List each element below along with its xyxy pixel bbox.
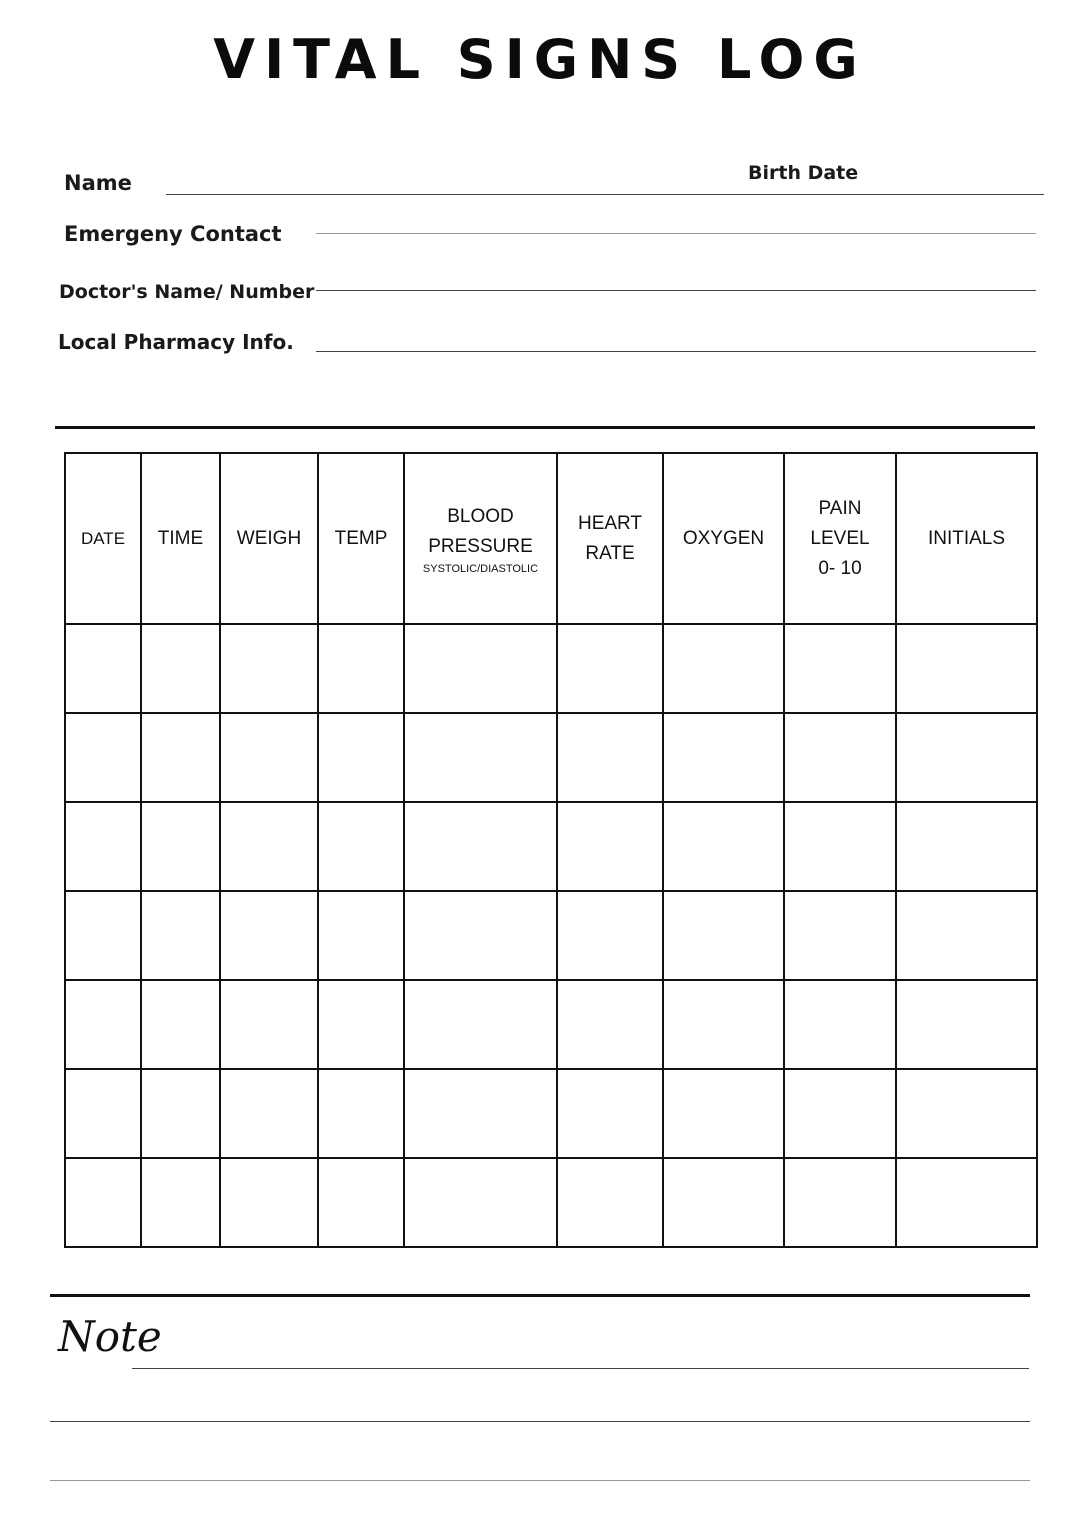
table-cell[interactable] — [557, 891, 663, 980]
pharmacy-label: Local Pharmacy Info. — [58, 330, 294, 354]
table-cell[interactable] — [896, 713, 1037, 802]
column-header-time — [141, 453, 220, 624]
table-cell[interactable] — [896, 624, 1037, 713]
table-cell[interactable] — [141, 1158, 220, 1247]
table-row — [65, 802, 1037, 891]
header-line: 0- 10 — [818, 557, 862, 579]
table-cell[interactable] — [65, 802, 141, 891]
table-cell[interactable] — [896, 891, 1037, 980]
vital-signs-table — [64, 452, 1038, 1248]
table-cell[interactable] — [318, 713, 404, 802]
table-cell[interactable] — [557, 1158, 663, 1247]
header-line: TIME — [157, 527, 204, 549]
header-line: LEVEL — [810, 527, 870, 549]
table-cell[interactable] — [896, 980, 1037, 1069]
table-cell[interactable] — [220, 802, 318, 891]
header-subtitle: SYSTOLIC/DIASTOLIC — [422, 562, 539, 575]
column-header-heart-rate — [557, 453, 663, 624]
table-cell[interactable] — [663, 624, 784, 713]
section-divider-bottom — [50, 1294, 1030, 1297]
table-cell[interactable] — [557, 713, 663, 802]
table-cell[interactable] — [663, 802, 784, 891]
name-field[interactable] — [166, 194, 1044, 195]
table-cell[interactable] — [141, 713, 220, 802]
table-cell[interactable] — [663, 891, 784, 980]
table-cell[interactable] — [663, 1069, 784, 1158]
table-header-row — [65, 453, 1037, 624]
table-cell[interactable] — [220, 713, 318, 802]
table-cell[interactable] — [404, 624, 557, 713]
table-cell[interactable] — [663, 1158, 784, 1247]
header-line: PAIN — [818, 497, 862, 519]
table-cell[interactable] — [318, 624, 404, 713]
table-cell[interactable] — [318, 802, 404, 891]
table-row — [65, 891, 1037, 980]
table-cell[interactable] — [318, 1069, 404, 1158]
table-cell[interactable] — [557, 980, 663, 1069]
table-cell[interactable] — [784, 624, 896, 713]
emergency-contact-field[interactable] — [316, 233, 1036, 234]
emergency-contact-label: Emergeny Contact — [64, 222, 282, 246]
note-line-2[interactable] — [50, 1421, 1030, 1422]
page-title: VITAL SIGNS LOG — [213, 28, 867, 91]
header-line: PRESSURE — [428, 535, 533, 557]
table-cell[interactable] — [404, 891, 557, 980]
note-label: Note — [58, 1312, 162, 1361]
doctor-field[interactable] — [316, 290, 1036, 291]
table-cell[interactable] — [896, 802, 1037, 891]
table-cell[interactable] — [784, 802, 896, 891]
table-cell[interactable] — [65, 891, 141, 980]
table-cell[interactable] — [404, 713, 557, 802]
table-cell[interactable] — [220, 1069, 318, 1158]
table-cell[interactable] — [784, 1158, 896, 1247]
table-cell[interactable] — [141, 802, 220, 891]
name-label: Name — [64, 171, 132, 195]
table-row — [65, 1069, 1037, 1158]
table-cell[interactable] — [65, 713, 141, 802]
table-cell[interactable] — [65, 1158, 141, 1247]
header-line: RATE — [585, 542, 635, 564]
table-cell[interactable] — [65, 980, 141, 1069]
table-cell[interactable] — [318, 891, 404, 980]
column-header-oxygen — [663, 453, 784, 624]
header-line: BLOOD — [447, 505, 514, 527]
note-line-1[interactable] — [132, 1368, 1029, 1369]
table-cell[interactable] — [404, 1158, 557, 1247]
column-header-initials — [896, 453, 1037, 624]
header-line: WEIGH — [236, 527, 302, 549]
table-cell[interactable] — [663, 980, 784, 1069]
table-cell[interactable] — [318, 1158, 404, 1247]
column-header-pain-level-0-10 — [784, 453, 896, 624]
table-cell[interactable] — [141, 891, 220, 980]
column-header-temp — [318, 453, 404, 624]
table-cell[interactable] — [663, 713, 784, 802]
table-cell[interactable] — [65, 1069, 141, 1158]
table-cell[interactable] — [404, 1069, 557, 1158]
header-line: TEMP — [334, 527, 388, 549]
pharmacy-field[interactable] — [316, 351, 1036, 352]
table-cell[interactable] — [784, 713, 896, 802]
table-cell[interactable] — [141, 1069, 220, 1158]
table-row — [65, 980, 1037, 1069]
table-cell[interactable] — [141, 624, 220, 713]
section-divider-top — [55, 426, 1035, 429]
table-cell[interactable] — [784, 1069, 896, 1158]
column-header-blood-pressure — [404, 453, 557, 624]
table-cell[interactable] — [141, 980, 220, 1069]
header-line: OXYGEN — [682, 527, 765, 549]
table-cell[interactable] — [784, 891, 896, 980]
doctor-label: Doctor's Name/ Number — [59, 281, 315, 303]
table-cell[interactable] — [220, 891, 318, 980]
column-header-date — [65, 453, 141, 624]
table-cell[interactable] — [557, 802, 663, 891]
table-cell[interactable] — [220, 1158, 318, 1247]
header-line: DATE — [80, 528, 126, 548]
table-row — [65, 624, 1037, 713]
table-cell[interactable] — [220, 624, 318, 713]
table-row — [65, 1158, 1037, 1247]
header-line: HEART — [577, 512, 643, 534]
table-cell[interactable] — [404, 802, 557, 891]
table-cell[interactable] — [404, 980, 557, 1069]
table-cell[interactable] — [65, 624, 141, 713]
table-cell[interactable] — [896, 1069, 1037, 1158]
birth-date-label: Birth Date — [748, 162, 859, 184]
note-line-3[interactable] — [50, 1480, 1030, 1481]
table-cell[interactable] — [318, 980, 404, 1069]
header-line: INITIALS — [927, 527, 1006, 549]
table-cell[interactable] — [220, 980, 318, 1069]
table-cell[interactable] — [557, 1069, 663, 1158]
column-header-weigh — [220, 453, 318, 624]
table-row — [65, 713, 1037, 802]
table-cell[interactable] — [557, 624, 663, 713]
table-cell[interactable] — [896, 1158, 1037, 1247]
table-cell[interactable] — [784, 980, 896, 1069]
